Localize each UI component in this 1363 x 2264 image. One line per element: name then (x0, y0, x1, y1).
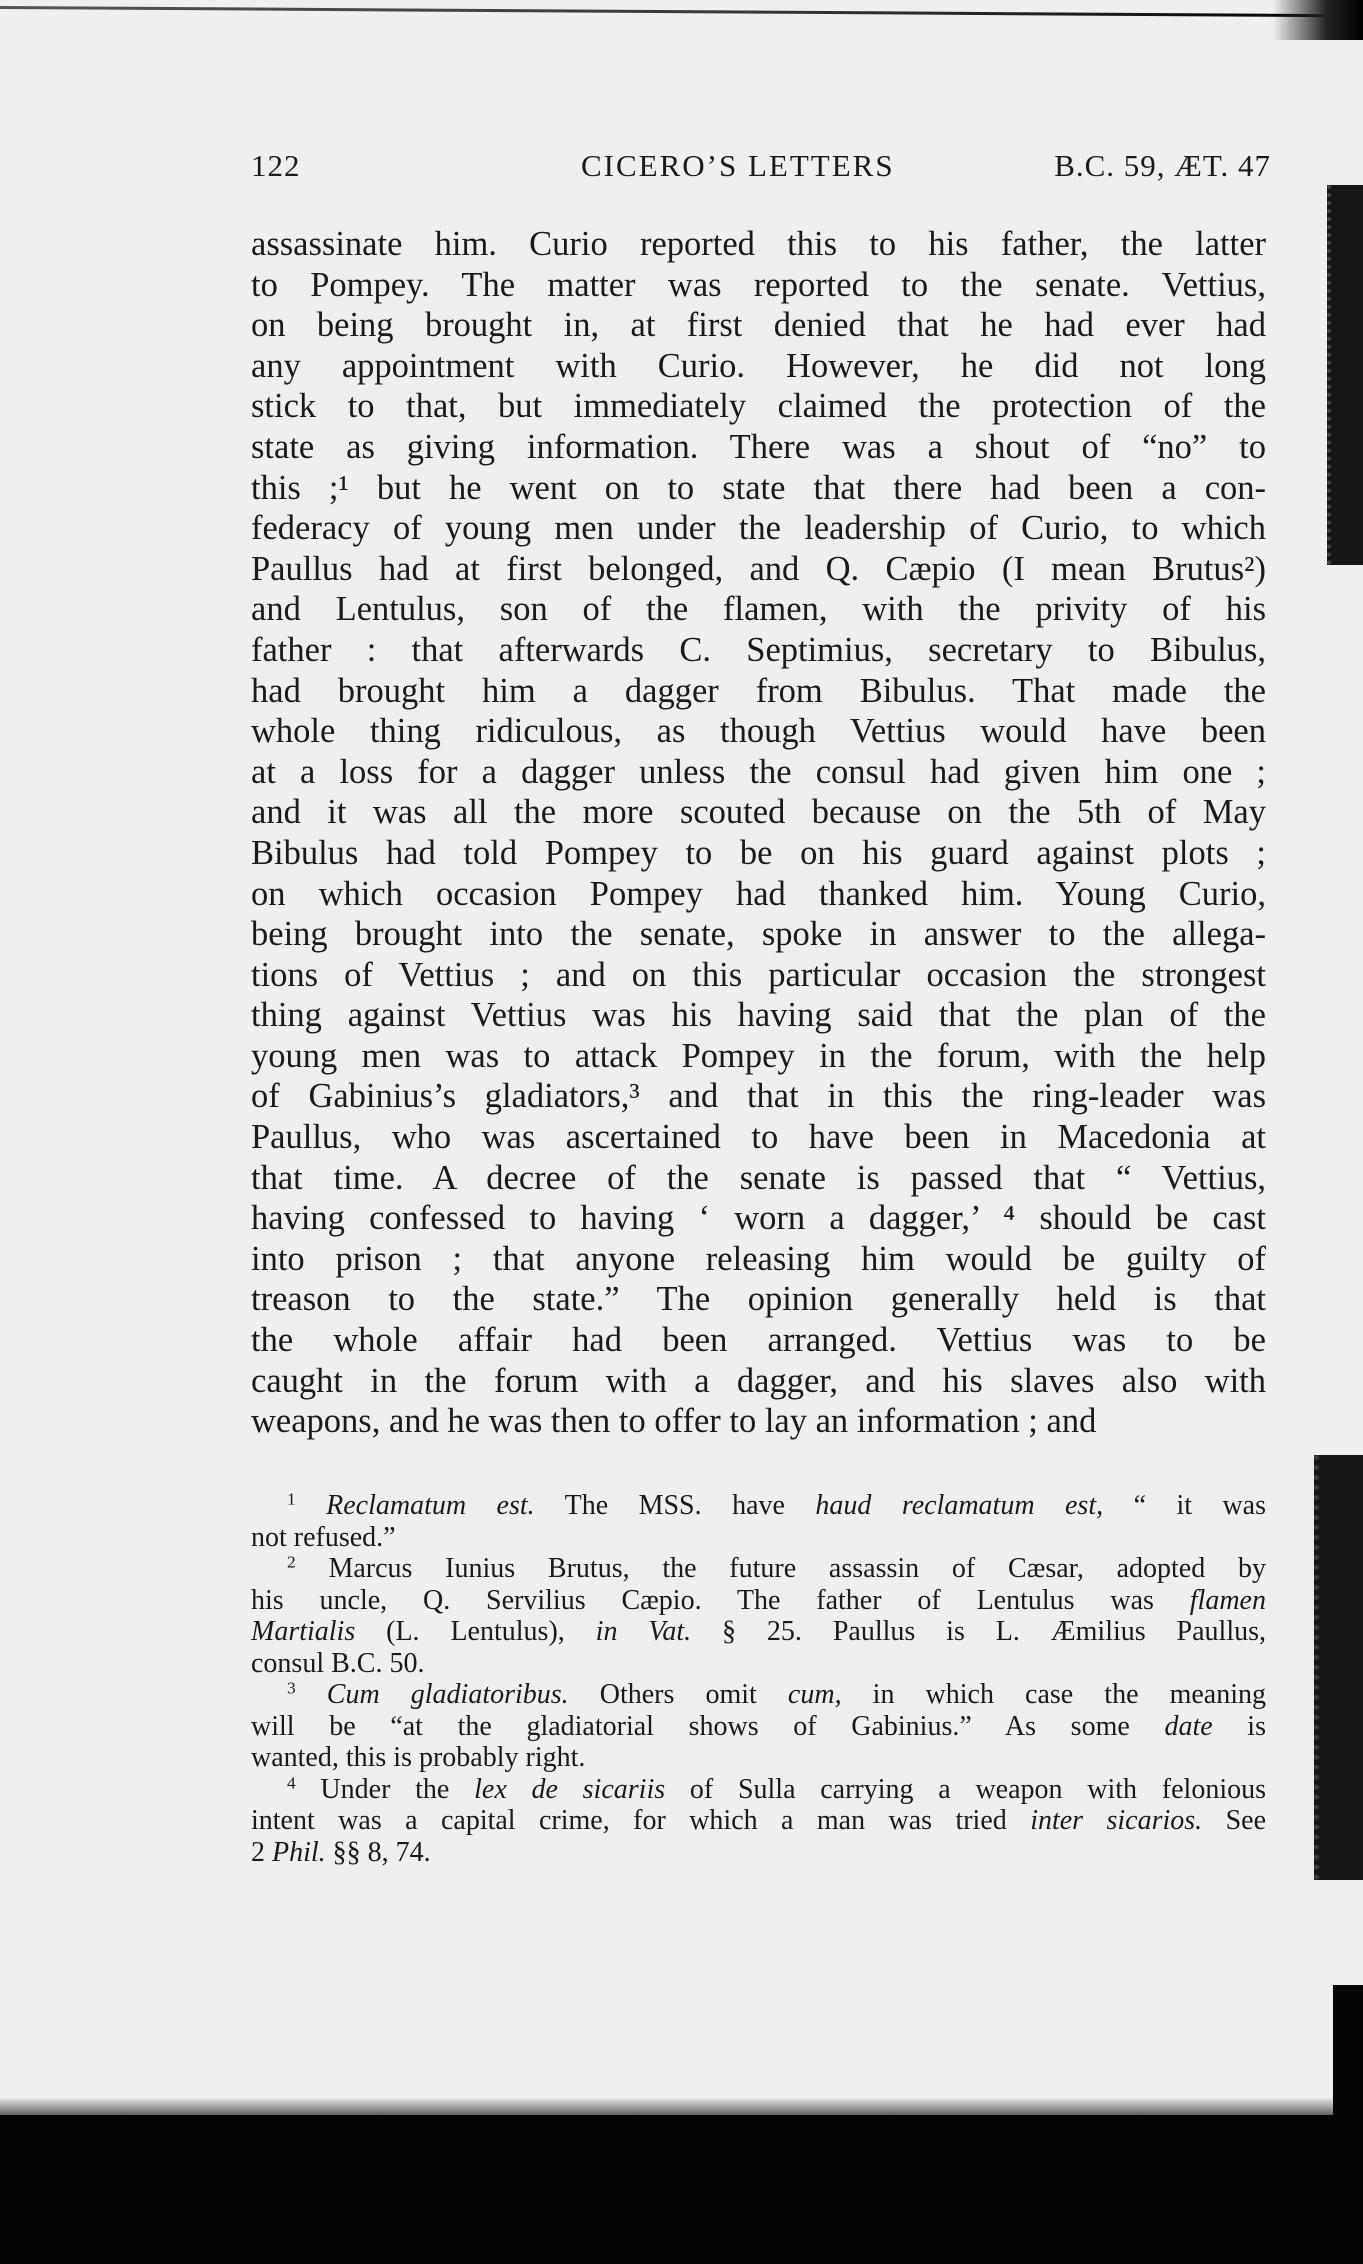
page-number: 122 (251, 148, 301, 183)
body-line: treason to the state.” The opinion generally held is that (251, 1280, 1266, 1319)
footnote-2-line: $^2$ Marcus Iunius Brutus, the future assassin of Cæsar, adopted by (287, 1552, 1266, 1584)
body-line: that time. A decree of the senate is passed that “ Vettius, (251, 1158, 1266, 1197)
body-line: to Pompey. The matter was reported to the senate. Vettius, (251, 265, 1266, 304)
footnote-4-line: $^4$ Under the lex de sicariis of Sulla carrying a weapon with felonious (287, 1772, 1266, 1805)
body-line: state as giving information. There was a shout of “no” to (251, 427, 1266, 466)
running-title: CICERO’S LETTERS (581, 148, 895, 183)
scan-bottom-shadow (0, 2115, 1363, 2264)
body-line: had brought him a dagger from Bibulus. That made the (251, 671, 1266, 710)
body-line: father : that afterwards C. Septimius, secretary to Bibulus, (251, 630, 1266, 669)
body-line: the whole affair had been arranged. Vettius was to be (251, 1321, 1266, 1360)
footnote-1-number: 1 (287, 1489, 296, 1509)
body-line: and Lentulus, son of the flamen, with the privity of his (251, 590, 1266, 629)
footnote-2-number: 2 (287, 1552, 296, 1572)
body-line: federacy of young men under the leadership of Curio, to which (251, 509, 1266, 548)
body-line: being brought into the senate, spoke in answer to the allega- (251, 915, 1266, 954)
body-line: of Gabinius’s gladiators,³ and that in this the ring-leader was (251, 1077, 1266, 1116)
footnote-1-line: $^1$ Reclamatum est. The MSS. have haud reclamatum est, “ it was (287, 1489, 1267, 1521)
footnote-2-line: Martialis (L. Lentulus), in Vat. § 25. Paullus is L. Æmilius Paullus, (251, 1616, 1267, 1647)
footnote-1-line: not refused.” (251, 1521, 396, 1553)
running-head (251, 148, 1271, 198)
footnote-2-line: consul B.C. 50. (251, 1647, 425, 1679)
body-line: whole thing ridiculous, as though Vettius would have been (251, 712, 1266, 751)
scan-top-edge (0, 6, 1363, 17)
footnote-3-line: $^3$ Cum gladiatoribus. Others omit cum, in which case the meaning (287, 1678, 1266, 1710)
body-line: into prison ; that anyone releasing him would be guilty of (251, 1239, 1266, 1278)
scan-top-corner-shadow (1273, 0, 1363, 40)
body-line: Paullus had at first belonged, and Q. Cæpio (I mean Brutus²) (251, 549, 1266, 588)
footnotes (251, 1490, 1266, 1868)
body-line: stick to that, but immediately claimed the protection of the (251, 387, 1266, 426)
running-date (1054, 148, 1271, 184)
footnote-4-line: 2 Phil. §§ 8, 74. (251, 1836, 431, 1868)
running-date-year: 59, ÆT. 47 (1115, 148, 1271, 183)
scan-right-edge-upper (1327, 185, 1363, 565)
scan-right-edge-lower (1314, 1455, 1363, 1880)
body-line: tions of Vettius ; and on this particular occasion the strongest (251, 955, 1266, 994)
body-line: any appointment with Curio. However, he did not long (251, 346, 1266, 385)
body-line: this ;¹ but he went on to state that there had been a con- (251, 468, 1266, 507)
body-line: assassinate him. Curio reported this to his father, the latter (251, 225, 1266, 263)
body-line: caught in the forum with a dagger, and his slaves also with (251, 1361, 1266, 1400)
body-line: Paullus, who was ascertained to have been in Macedonia at (251, 1118, 1266, 1157)
footnote-4-number: 4 (287, 1772, 296, 1792)
body-line: and it was all the more scouted because on the 5th of May (251, 793, 1266, 832)
body-line: having confessed to having ‘ worn a dagger,’ ⁴ should be cast (251, 1199, 1266, 1238)
running-date-era: B.C. (1054, 148, 1116, 183)
body-line: at a loss for a dagger unless the consul had given him one ; (251, 752, 1266, 791)
footnote-4-line: intent was a capital crime, for which a man was tried inter sicarios. See (251, 1805, 1266, 1836)
body-line: on which occasion Pompey had thanked him. Young Curio, (251, 874, 1266, 913)
footnote-3-line: wanted, this is probably right. (251, 1742, 586, 1773)
body-line: weapons, and he was then to offer to lay an information ; and (251, 1402, 1097, 1441)
body-line: thing against Vettius was his having said that the plan of the (251, 996, 1266, 1035)
footnote-3-line: will be “at the gladiatorial shows of Gabinius.” As some date is (251, 1710, 1266, 1742)
body-text (251, 224, 1266, 1442)
body-line: Bibulus had told Pompey to be on his guard against plots ; (251, 833, 1266, 872)
body-line: on being brought in, at first denied that he had ever had (251, 306, 1266, 345)
footnote-2-line: his uncle, Q. Servilius Cæpio. The father of Lentulus was flamen (251, 1584, 1266, 1616)
body-line: young men was to attack Pompey in the forum, with the help (251, 1036, 1266, 1075)
footnote-3-number: 3 (287, 1678, 296, 1698)
